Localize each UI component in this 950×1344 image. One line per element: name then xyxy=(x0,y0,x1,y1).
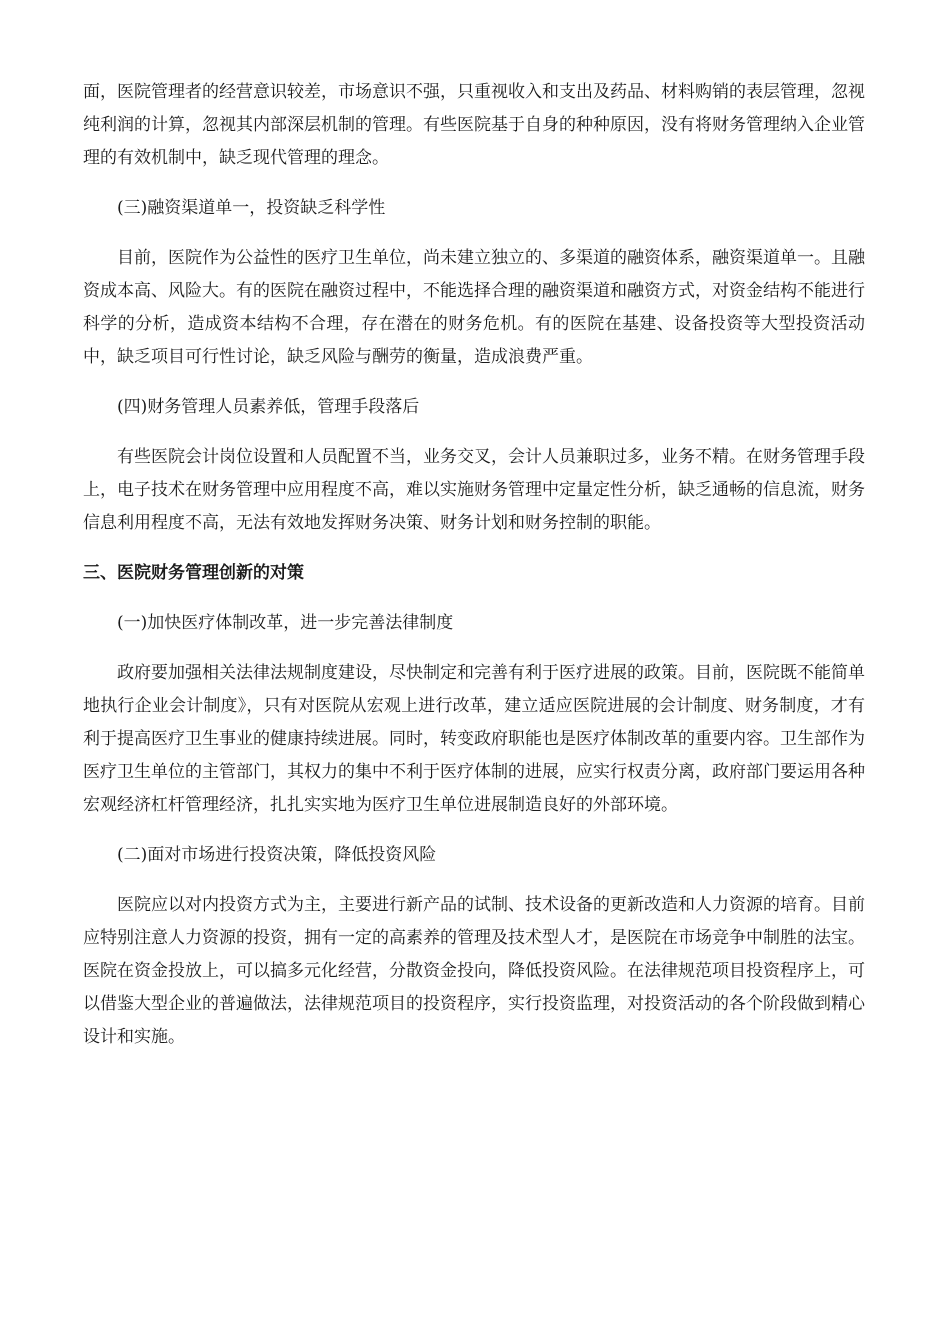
paragraph-investment: 医院应以对内投资方式为主，主要进行新产品的试制、技术设备的更新改造和人力资源的培育。目前应特别注意人力资源的投资，拥有一定的高素养的管理及技术型人才，是医院在市场竞争中制胜的法宝。医院在资金投放上，可以搞多元化经营，分散资金投向，降低投资风险。在法律规范项目投资程序上，可以借鉴大型企业的普遍做法，法律规范项目的投资程序，实行投资监理，对投资活动的各个阶段做到精心设计和实施。 xyxy=(83,895,865,1047)
paragraph-continuation: 面，医院管理者的经营意识较差，市场意识不强，只重视收入和支出及药品、材料购销的表层管理，忽视纯利润的计算，忽视其内部深层机制的管理。有些医院基于自身的种种原因，没有将财务管理纳入企业管理的有效机制中，缺乏现代管理的理念。 xyxy=(83,82,865,168)
paragraph-staff: 有些医院会计岗位设置和人员配置不当，业务交叉，会计人员兼职过多，业务不精。在财务管理手段上，电子技术在财务管理中应用程度不高，难以实施财务管理中定量定性分析，缺乏通畅的信息流，财务信息利用程度不高，无法有效地发挥财务决策、财务计划和财务控制的职能。 xyxy=(83,447,865,533)
document-page xyxy=(83,76,865,1054)
subheading-staff-quality: (四)财务管理人员素养低，管理手段落后 xyxy=(117,397,420,417)
subheading-investment: (二)面对市场进行投资决策，降低投资风险 xyxy=(117,845,437,865)
subheading-financing-channels: (三)融资渠道单一，投资缺乏科学性 xyxy=(117,198,386,218)
subheading-reform: (一)加快医疗体制改革，进一步完善法律制度 xyxy=(117,613,454,633)
section-heading-countermeasures: 三、医院财务管理创新的对策 xyxy=(83,563,304,583)
paragraph-financing: 目前，医院作为公益性的医疗卫生单位，尚未建立独立的、多渠道的融资体系，融资渠道单一。且融资成本高、风险大。有的医院在融资过程中，不能选择合理的融资渠道和融资方式，对资金结构不能进行科学的分析，造成资本结构不合理，存在潜在的财务危机。有的医院在基建、设备投资等大型投资活动中，缺乏项目可行性讨论，缺乏风险与酬劳的衡量，造成浪费严重。 xyxy=(83,248,865,367)
paragraph-reform: 政府要加强相关法律法规制度建设，尽快制定和完善有利于医疗进展的政策。目前，医院既不能简单地执行企业会计制度》，只有对医院从宏观上进行改革，建立适应医院进展的会计制度、财务制度，才有利于提高医疗卫生事业的健康持续进展。同时，转变政府职能也是医疗体制改革的重要内容。卫生部作为医疗卫生单位的主管部门，其权力的集中不利于医疗体制的进展，应实行权责分离，政府部门要运用各种宏观经济杠杆管理经济，扎扎实实地为医疗卫生单位进展制造良好的外部环境。 xyxy=(83,663,865,815)
